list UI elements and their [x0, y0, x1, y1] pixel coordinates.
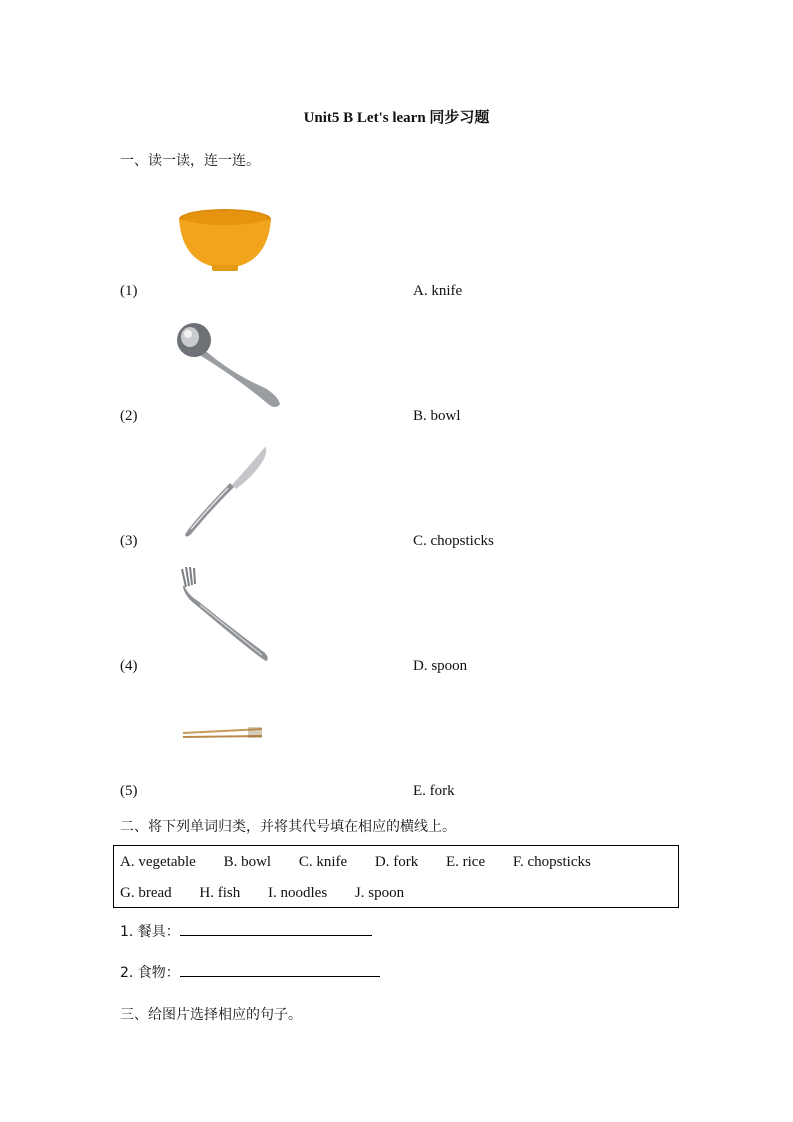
word-item: I. noodles: [268, 885, 328, 901]
bowl-icon: [170, 205, 280, 280]
question-1-label: 1. 餐具：: [120, 924, 180, 940]
word-bank: [113, 845, 679, 908]
chopsticks-icon: [170, 722, 270, 751]
knife-icon: [170, 445, 280, 548]
word-bank-row-1: [120, 854, 615, 871]
item-number: (1): [120, 283, 138, 299]
item-number: (2): [120, 408, 138, 424]
spoon-icon: [170, 318, 290, 418]
word-item: C. knife: [298, 854, 348, 870]
word-item: B. bowl: [223, 854, 272, 870]
section3-heading: 三、给图片选择相应的句子。: [120, 1007, 302, 1023]
item-number: (3): [120, 533, 138, 549]
word-item: D. fork: [374, 854, 419, 870]
item-number: (4): [120, 658, 138, 674]
word-item: A. vegetable: [120, 854, 196, 870]
question-1: [120, 921, 372, 941]
word-item: F. chopsticks: [512, 854, 591, 870]
option-text: B. bowl: [413, 408, 461, 424]
answer-blank-1[interactable]: [180, 921, 372, 936]
option-text: A. knife: [413, 283, 463, 299]
section2-heading: 二、将下列单词归类，并将其代号填在相应的横线上。: [120, 819, 456, 835]
fork-icon: [170, 565, 280, 670]
word-item: E. rice: [445, 854, 486, 870]
word-bank-row-2: [120, 885, 428, 902]
option-text: D. spoon: [413, 658, 468, 674]
word-item: J. spoon: [354, 885, 405, 901]
word-item: H. fish: [199, 885, 241, 901]
answer-blank-2[interactable]: [180, 962, 380, 977]
word-item: G. bread: [120, 885, 172, 901]
page-title: Unit5 B Let's learn 同步习题: [303, 110, 490, 126]
question-2: [120, 962, 380, 982]
section1-heading: 一、读一读，连一连。: [120, 153, 260, 169]
item-number: (5): [120, 783, 138, 799]
option-text: E. fork: [413, 783, 455, 799]
option-text: C. chopsticks: [413, 533, 494, 549]
question-2-label: 2. 食物：: [120, 965, 180, 981]
